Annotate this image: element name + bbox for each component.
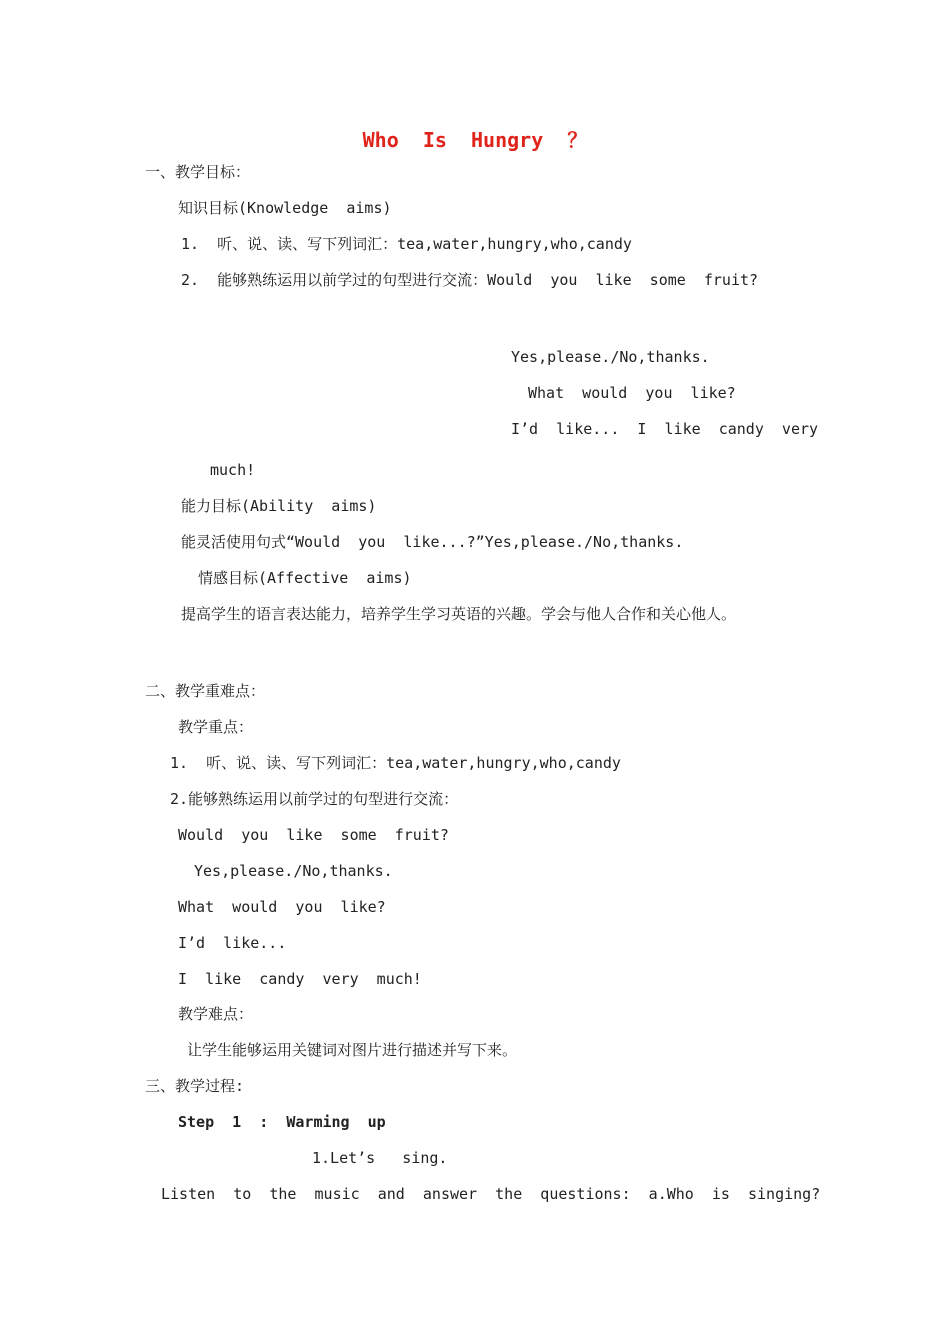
key-point-2: 2.能够熟练运用以前学过的句型进行交流： [170,790,459,808]
key-sentence-yes-please: Yes,please./No,thanks. [194,862,393,880]
affective-text: 提高学生的语言表达能力，培养学生学习英语的兴趣。学会与他人合作和关心他人。 [181,605,737,623]
step-1-item-1: 1.Let’s sing. [312,1149,448,1167]
subheading-ability-aims: 能力目标(Ability aims) [181,497,377,515]
step-1-heading: Step 1 : Warming up [178,1113,386,1131]
subheading-difficulties: 教学难点： [178,1005,254,1023]
section-heading-objectives: 一、教学目标： [145,163,251,181]
subheading-affective-aims: 情感目标(Affective aims) [198,569,412,587]
sentence-much: much! [210,461,256,479]
section-heading-key-points: 二、教学重难点： [145,682,266,700]
key-sentence-id-like: I’d like... [178,934,287,952]
key-sentence-what-would: What would you like? [178,898,386,916]
key-point-1: 1. 听、说、读、写下列词汇：tea,water,hungry,who,candy [170,754,621,772]
key-sentence-would-you-like: Would you like some fruit? [178,826,449,844]
sentence-what-would-you-like: What would you like? [528,384,736,402]
sentence-yes-please: Yes,please./No,thanks. [511,348,710,366]
document-title: Who Is Hungry ？ [362,128,588,152]
knowledge-item-2: 2. 能够熟练运用以前学过的句型进行交流：Would you like some fruit? [181,271,759,289]
knowledge-item-1: 1. 听、说、读、写下列词汇：tea,water,hungry,who,candy [181,235,632,253]
section-heading-process: 三、教学过程: [145,1077,245,1095]
step-1-instruction: Listen to the music and answer the questions: a.Who is singing? [161,1185,821,1203]
subheading-knowledge-aims: 知识目标(Knowledge aims) [178,199,392,217]
key-sentence-i-like-candy: I like candy very much! [178,970,422,988]
subheading-key-points: 教学重点： [178,718,254,736]
difficulty-text: 让学生能够运用关键词对图片进行描述并写下来。 [187,1041,518,1059]
ability-text: 能灵活使用句式“Would you like...?”Yes,please./No,thanks. [181,533,684,551]
sentence-id-like: I’d like... I like candy very [511,420,819,438]
